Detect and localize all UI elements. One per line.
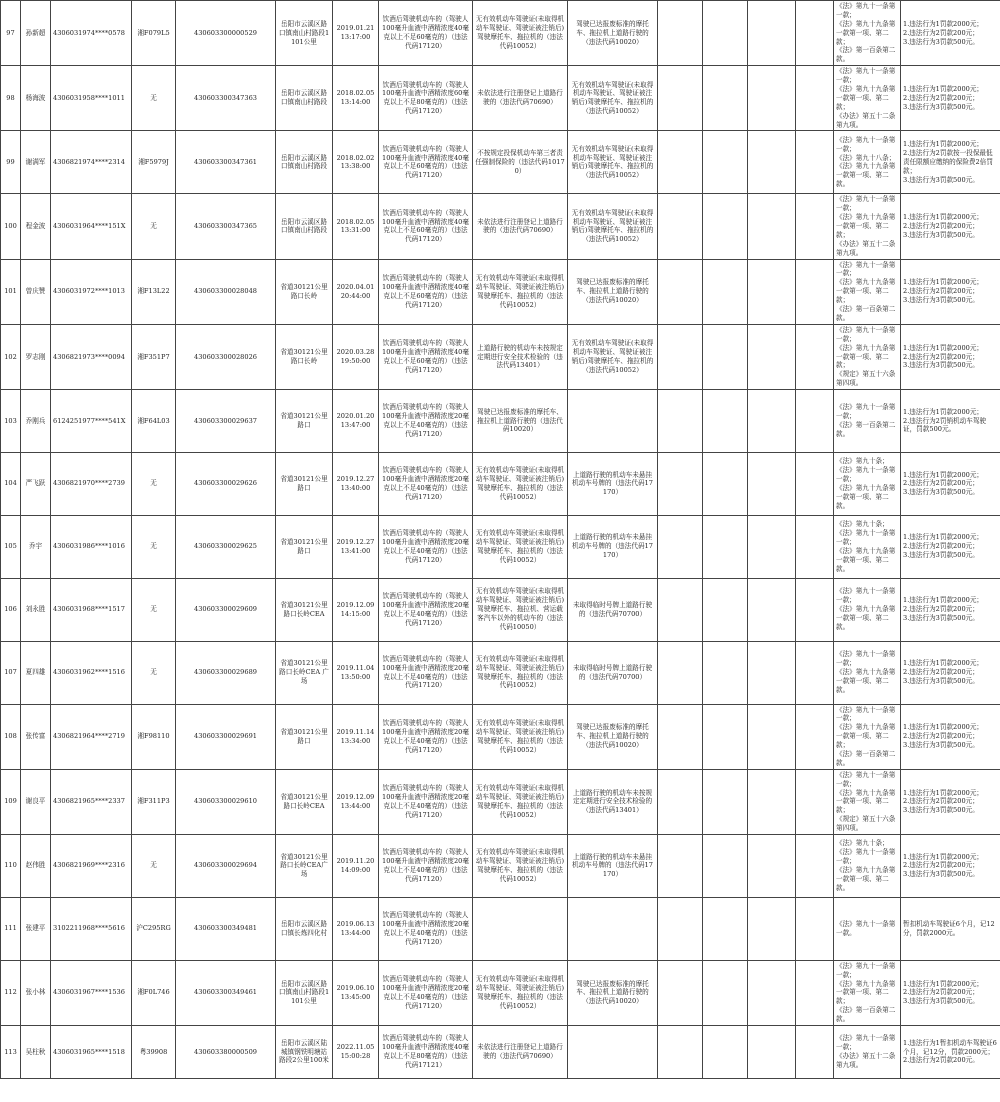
plate-number: 湘F5979J (132, 131, 176, 194)
violation-time: 2019.11.20 14:09:00 (333, 834, 379, 897)
location: 岳阳市云溪区路口镇长炼四化村 (276, 897, 333, 960)
blank-cell (796, 704, 834, 769)
violation-2: 无有效机动车驾驶证(未取得机动车驾驶证、驾驶证被注销后)驾驶摩托车、拖拉机、营运载客汽车以外的机动车的（违法代码10050） (473, 578, 568, 641)
plate-number: 湘F351P7 (132, 324, 176, 389)
violation-3 (568, 390, 658, 453)
document-number: 430603300028048 (176, 259, 276, 324)
id-number: 4306821970****2739 (51, 452, 132, 515)
id-number: 6124251977****541X (51, 390, 132, 453)
blank-cell (703, 578, 748, 641)
document-number: 430603300029689 (176, 641, 276, 704)
id-number: 4306821965****2337 (51, 769, 132, 834)
violation-1: 饮酒后驾驶机动车的（驾驶人100毫升血液中酒精浓度20毫克以上不足40毫克的）（违法代码17120） (379, 704, 473, 769)
person-name: 罗志刚 (21, 324, 51, 389)
row-number: 100 (1, 194, 21, 259)
blank-cell (748, 578, 796, 641)
legal-basis: 《法》第九十一条第一款； 《法》第九十九条第一款第一项、第二款； 《办法》第五十二条第九项。 (834, 194, 901, 259)
violation-time: 2020.03.28 19:50:00 (333, 324, 379, 389)
violation-1: 饮酒后驾驶机动车的（驾驶人100毫升血液中酒精浓度20毫克以上不足40毫克的）（违法代码17120） (379, 834, 473, 897)
blank-cell (748, 131, 796, 194)
table-row (1, 960, 1000, 1025)
violation-3: 未取得临时号牌上道路行驶的（违法代码70700） (568, 641, 658, 704)
violation-3: 驾驶已达报废标准的摩托车、拖拉机上道路行驶的（违法代码10020） (568, 1, 658, 66)
blank-cell (658, 641, 703, 704)
location: 岳阳市云溪区陆城镇钢铁明塘站路段2公里100米 (276, 1026, 333, 1079)
violation-time: 2019.01.21 13:17:00 (333, 1, 379, 66)
blank-cell (796, 259, 834, 324)
blank-cell (658, 578, 703, 641)
document-number: 430603300029637 (176, 390, 276, 453)
blank-cell (748, 452, 796, 515)
person-name: 程金波 (21, 194, 51, 259)
plate-number: 无 (132, 452, 176, 515)
violation-time: 2018.02.02 13:38:00 (333, 131, 379, 194)
person-name: 杨海波 (21, 66, 51, 131)
violation-time: 2019.12.09 13:44:00 (333, 769, 379, 834)
violation-1: 饮酒后驾驶机动车的（驾驶人100毫升血液中酒精浓度20毫克以上不足40毫克的）（违法代码17120） (379, 769, 473, 834)
blank-cell (748, 1026, 796, 1079)
plate-number: 湘F079L5 (132, 1, 176, 66)
violation-1: 饮酒后驾驶机动车的（驾驶人100毫升血液中酒精浓度20毫克以上不足40毫克的）（违法代码17120） (379, 515, 473, 578)
violation-1: 饮酒后驾驶机动车的（驾驶人100毫升血液中酒精浓度40毫克以上不足80毫克的）（违法代码17121） (379, 1026, 473, 1079)
table-row (1, 897, 1000, 960)
document-number: 430603380000509 (176, 1026, 276, 1079)
row-number: 112 (1, 960, 21, 1025)
row-number: 97 (1, 1, 21, 66)
location: 岳阳市云溪区路口镇南山村路段1101公里 (276, 1, 333, 66)
table-row (1, 194, 1000, 259)
blank-cell (748, 834, 796, 897)
blank-cell (703, 834, 748, 897)
plate-number: 湘F13L22 (132, 259, 176, 324)
document-number: 430603300000529 (176, 1, 276, 66)
location: 省道30121公里路口长岭 (276, 259, 333, 324)
id-number: 4306031964****151X (51, 194, 132, 259)
row-number: 109 (1, 769, 21, 834)
violation-2: 无有效机动车驾驶证(未取得机动车驾驶证、驾驶证被注销后)驾驶摩托车、拖拉机的（违法代码10052） (473, 641, 568, 704)
blank-cell (658, 704, 703, 769)
location: 省道30121公里路口长岭CEA 广场 (276, 641, 333, 704)
legal-basis: 《法》第九十条； 《法》第九十一条第一款； 《法》第九十九条第一款第一项、第二款。 (834, 515, 901, 578)
blank-cell (658, 324, 703, 389)
table-row (1, 1, 1000, 66)
violation-2: 无有效机动车驾驶证(未取得机动车驾驶证、驾驶证被注销后)驾驶摩托车、拖拉机的（违法代码10052） (473, 960, 568, 1025)
violation-2: 无有效机动车驾驶证(未取得机动车驾驶证、驾驶证被注销后)驾驶摩托车、拖拉机的（违法代码10052） (473, 515, 568, 578)
violation-time: 2022.11.05 15:00:28 (333, 1026, 379, 1079)
plate-number: 沪C295RG (132, 897, 176, 960)
violation-2: 上道路行驶的机动车未按规定定期进行安全技术检验的（违法代码13401） (473, 324, 568, 389)
row-number: 106 (1, 578, 21, 641)
plate-number: 无 (132, 641, 176, 704)
row-number: 113 (1, 1026, 21, 1079)
legal-basis: 《法》第九十一条第一款； 《法》第九十九条第一款第一项、第二款； 《规定》第五十六条第四项。 (834, 324, 901, 389)
document-number: 430603300029609 (176, 578, 276, 641)
violation-1: 饮酒后驾驶机动车的（驾驶人100毫升血液中酒精浓度60毫克以上不足80毫克的）（违法代码17120） (379, 66, 473, 131)
legal-basis: 《法》第九十条； 《法》第九十一条第一款； 《法》第九十九条第一款第一项、第二款。 (834, 452, 901, 515)
id-number: 4306031962****1516 (51, 641, 132, 704)
violation-time: 2019.12.27 13:41:00 (333, 515, 379, 578)
blank-cell (796, 324, 834, 389)
blank-cell (748, 324, 796, 389)
legal-basis: 《法》第九十一条第一款； 《法》第九十九条第一款第一项、第二款。 (834, 641, 901, 704)
blank-cell (703, 66, 748, 131)
location: 省道30121公里路口 (276, 515, 333, 578)
legal-basis: 《法》第九十一条第一款； 《法》第九十九条第一款第一项、第二款。 (834, 578, 901, 641)
blank-cell (748, 259, 796, 324)
document-number: 430603300347361 (176, 131, 276, 194)
blank-cell (748, 390, 796, 453)
violation-2: 不按规定投保机动车第三者责任强制保险的（违法代码10170） (473, 131, 568, 194)
blank-cell (796, 578, 834, 641)
blank-cell (658, 897, 703, 960)
id-number: 4306821969****2316 (51, 834, 132, 897)
violation-time: 2019.12.09 14:15:00 (333, 578, 379, 641)
table-row (1, 515, 1000, 578)
penalty: 1.违法行为1罚款2000元； 2.违法行为2罚款200元； 3.违法行为3罚款500元。 (901, 515, 1000, 578)
id-number: 4306821974****2314 (51, 131, 132, 194)
table-row (1, 641, 1000, 704)
violation-2: 无有效机动车驾驶证(未取得机动车驾驶证、驾驶证被注销后)驾驶摩托车、拖拉机的（违法代码10052） (473, 259, 568, 324)
violation-3: 未取得临时号牌上道路行驶的（违法代码70700） (568, 578, 658, 641)
blank-cell (796, 452, 834, 515)
legal-basis: 《法》第九十一条第一款； 《法》第九十九条第一款第一项、第二款； 《办法》第五十二条第九项。 (834, 66, 901, 131)
violation-1: 饮酒后驾驶机动车的（驾驶人100毫升血液中酒精浓度20毫克以上不足40毫克的）（违法代码17120） (379, 897, 473, 960)
table-row (1, 834, 1000, 897)
violation-3: 上道路行驶的机动车未悬挂机动车号牌的（违法代码17170） (568, 834, 658, 897)
blank-cell (658, 452, 703, 515)
blank-cell (748, 194, 796, 259)
document-number: 430603300029694 (176, 834, 276, 897)
blank-cell (748, 960, 796, 1025)
penalty: 1.违法行为1罚款2000元； 2.违法行为2罚款200元； 3.违法行为3罚款500元。 (901, 324, 1000, 389)
legal-basis: 《法》第九十一条第一款； 《法》第九十九条第一款第一项、第二款； 《法》第一百条第二款。 (834, 259, 901, 324)
table-row (1, 704, 1000, 769)
violation-1: 饮酒后驾驶机动车的（驾驶人100毫升血液中酒精浓度40毫克以上不足60毫克的）（违法代码17120） (379, 324, 473, 389)
blank-cell (748, 704, 796, 769)
person-name: 乔刚兵 (21, 390, 51, 453)
row-number: 102 (1, 324, 21, 389)
location: 岳阳市云溪区路口镇南山村路段 (276, 194, 333, 259)
id-number: 4306821964****2719 (51, 704, 132, 769)
row-number: 107 (1, 641, 21, 704)
legal-basis: 《法》第九十一条第一款； 《法》第九十九条第一款第一项、第二款； 《法》第一百条第二款。 (834, 704, 901, 769)
blank-cell (703, 641, 748, 704)
person-name: 张建平 (21, 897, 51, 960)
document-number: 430603300349461 (176, 960, 276, 1025)
violation-time: 2020.04.01 20:44:00 (333, 259, 379, 324)
penalty: 1.违法行为1罚款2000元； 2.违法行为2罚销机动车驾驶证，罚款500元。 (901, 390, 1000, 453)
penalty: 1.违法行为1罚款2000元； 2.违法行为2罚款200元； 3.违法行为3罚款500元。 (901, 194, 1000, 259)
violation-1: 饮酒后驾驶机动车的（驾驶人100毫升血液中酒精浓度20毫克以上不足40毫克的）（违法代码17120） (379, 390, 473, 453)
id-number: 4306031958****1011 (51, 66, 132, 131)
blank-cell (703, 259, 748, 324)
penalty: 1.违法行为1罚款2000元； 2.违法行为2罚款200元； 3.违法行为3罚款500元。 (901, 704, 1000, 769)
blank-cell (748, 897, 796, 960)
location: 省道30121公里路口长岭CEA (276, 769, 333, 834)
row-number: 111 (1, 897, 21, 960)
document-number: 430603300349481 (176, 897, 276, 960)
blank-cell (658, 1, 703, 66)
person-name: 谢满军 (21, 131, 51, 194)
row-number: 103 (1, 390, 21, 453)
row-number: 101 (1, 259, 21, 324)
blank-cell (796, 131, 834, 194)
violation-1: 饮酒后驾驶机动车的（驾驶人100毫升血液中酒精浓度20毫克以上不足40毫克的）（违法代码17120） (379, 452, 473, 515)
blank-cell (796, 194, 834, 259)
violation-2: 未依法进行注册登记上道路行驶的（违法代码70690） (473, 194, 568, 259)
table-row (1, 452, 1000, 515)
id-number: 4306821973****0094 (51, 324, 132, 389)
blank-cell (703, 1, 748, 66)
document-number: 430603300347365 (176, 194, 276, 259)
penalty: 1.违法行为1罚款2000元； 2.违法行为2罚款200元； 3.违法行为3罚款500元。 (901, 769, 1000, 834)
person-name: 谢良平 (21, 769, 51, 834)
violation-time: 2019.06.10 13:45:00 (333, 960, 379, 1025)
blank-cell (658, 960, 703, 1025)
table-row (1, 324, 1000, 389)
plate-number: 粤39908 (132, 1026, 176, 1079)
blank-cell (703, 131, 748, 194)
violation-3 (568, 897, 658, 960)
violation-time: 2018.02.05 13:31:00 (333, 194, 379, 259)
blank-cell (703, 515, 748, 578)
id-number: 3102211968****5616 (51, 897, 132, 960)
blank-cell (748, 66, 796, 131)
violation-2 (473, 897, 568, 960)
blank-cell (703, 769, 748, 834)
table-row (1, 66, 1000, 131)
legal-basis: 《法》第九十一条第一款； 《法》第九十九条第一款第一项、第二款； 《规定》第五十六条第四项。 (834, 769, 901, 834)
violation-1: 饮酒后驾驶机动车的（驾驶人100毫升血液中酒精浓度40毫克以上不足60毫克的）（违法代码17120） (379, 131, 473, 194)
blank-cell (703, 704, 748, 769)
location: 岳阳市云溪区路口镇南山村路段 (276, 66, 333, 131)
person-name: 张小林 (21, 960, 51, 1025)
id-number: 4306031967****1536 (51, 960, 132, 1025)
person-name: 曾庆赞 (21, 259, 51, 324)
document-number: 430603300029625 (176, 515, 276, 578)
penalty: 1.违法行为1罚款2000元； 2.违法行为2罚款200元； 3.违法行为3罚款500元。 (901, 834, 1000, 897)
violation-1: 饮酒后驾驶机动车的（驾驶人100毫升血液中酒精浓度20毫克以上不足40毫克的）（违法代码17120） (379, 960, 473, 1025)
violation-3: 上道路行驶的机动车未按规定定期进行安全技术检验的（违法代码13401） (568, 769, 658, 834)
violation-1: 饮酒后驾驶机动车的（驾驶人100毫升血液中酒精浓度40毫克以上不足60毫克的）（违法代码17120） (379, 1, 473, 66)
table-row (1, 390, 1000, 453)
violation-time: 2019.06.13 13:44:00 (333, 897, 379, 960)
person-name: 严飞跃 (21, 452, 51, 515)
table-row (1, 131, 1000, 194)
legal-basis: 《法》第九十一条第一款； 《法》第一百条第二款。 (834, 390, 901, 453)
blank-cell (703, 960, 748, 1025)
penalty: 暂扣机动车驾驶证6个月，记12分，罚款2000元。 (901, 897, 1000, 960)
violation-3 (568, 1026, 658, 1079)
violation-1: 饮酒后驾驶机动车的（驾驶人100毫升血液中酒精浓度20毫克以上不足40毫克的）（违法代码17120） (379, 578, 473, 641)
table-row (1, 1026, 1000, 1079)
legal-basis: 《法》第九十一条第一款； 《法》第九十九条第一款第一项、第二款； 《法》第一百条第二款。 (834, 1, 901, 66)
blank-cell (703, 1026, 748, 1079)
blank-cell (796, 390, 834, 453)
violation-3: 驾驶已达报废标准的摩托车、拖拉机上道路行驶的（违法代码10020） (568, 259, 658, 324)
blank-cell (658, 390, 703, 453)
plate-number: 湘F64L03 (132, 390, 176, 453)
penalty: 1.违法行为1罚款2000元； 2.违法行为2罚款按一投保最低责任限额应缴纳的保险费2倍罚款； 3.违法行为3罚款500元。 (901, 131, 1000, 194)
violation-3: 上道路行驶的机动车未悬挂机动车号牌的（违法代码17170） (568, 452, 658, 515)
violation-2: 无有效机动车驾驶证(未取得机动车驾驶证、驾驶证被注销后)驾驶摩托车、拖拉机的（违法代码10052） (473, 452, 568, 515)
violation-3: 无有效机动车驾驶证(未取得机动车驾驶证、驾驶证被注销后)驾驶摩托车、拖拉机的（违法代码10052） (568, 131, 658, 194)
table-row (1, 578, 1000, 641)
id-number: 4306031986****1016 (51, 515, 132, 578)
location: 省道30121公里路口长岭CEA广场 (276, 834, 333, 897)
row-number: 105 (1, 515, 21, 578)
document-number: 430603300028026 (176, 324, 276, 389)
blank-cell (796, 834, 834, 897)
blank-cell (658, 259, 703, 324)
row-number: 99 (1, 131, 21, 194)
location: 省道30121公里路口 (276, 704, 333, 769)
location: 省道30121公里路口长岭CEA (276, 578, 333, 641)
blank-cell (796, 66, 834, 131)
location: 岳阳市云溪区路口镇南山村路段 (276, 131, 333, 194)
legal-basis: 《法》第九十条； 《法》第九十一条第一款； 《法》第九十九条第一款第一项、第二款。 (834, 834, 901, 897)
location: 岳阳市云溪区路口镇南山村路段1101公里 (276, 960, 333, 1025)
location: 省道30121公里路口 (276, 452, 333, 515)
document-number: 430603300029610 (176, 769, 276, 834)
violation-time: 2019.11.04 13:50:00 (333, 641, 379, 704)
plate-number: 湘F0L746 (132, 960, 176, 1025)
document-number: 430603300029626 (176, 452, 276, 515)
person-name: 夏四雄 (21, 641, 51, 704)
plate-number: 无 (132, 515, 176, 578)
penalty: 1.违法行为1罚款2000元； 2.违法行为2罚款200元； 3.违法行为3罚款500元。 (901, 1, 1000, 66)
blank-cell (703, 390, 748, 453)
blank-cell (748, 1, 796, 66)
person-name: 刘永胜 (21, 578, 51, 641)
violation-2: 无有效机动车驾驶证(未取得机动车驾驶证、驾驶证被注销后)驾驶摩托车、拖拉机的（违法代码10052） (473, 704, 568, 769)
plate-number: 湘F98110 (132, 704, 176, 769)
blank-cell (748, 515, 796, 578)
id-number: 4306031968****1517 (51, 578, 132, 641)
violation-3: 无有效机动车驾驶证(未取得机动车驾驶证、驾驶证被注销后)驾驶摩托车、拖拉机的（违法代码10052） (568, 194, 658, 259)
location: 省道30121公里路口 (276, 390, 333, 453)
plate-number: 无 (132, 194, 176, 259)
person-name: 赵伟胜 (21, 834, 51, 897)
blank-cell (796, 960, 834, 1025)
violation-3: 驾驶已达报废标准的摩托车、拖拉机上道路行驶的（违法代码10020） (568, 704, 658, 769)
id-number: 4306031965****1518 (51, 1026, 132, 1079)
violation-3: 驾驶已达报废标准的摩托车、拖拉机上道路行驶的（违法代码10020） (568, 960, 658, 1025)
blank-cell (658, 194, 703, 259)
blank-cell (796, 769, 834, 834)
violation-2: 驾驶已达报废标准的摩托车、拖拉机上道路行驶的（违法代码10020） (473, 390, 568, 453)
id-number: 4306031972****1013 (51, 259, 132, 324)
blank-cell (703, 324, 748, 389)
penalty: 1.违法行为1罚款2000元； 2.违法行为2罚款200元； 3.违法行为3罚款500元。 (901, 259, 1000, 324)
blank-cell (703, 452, 748, 515)
penalty: 1.违法行为1罚款2000元； 2.违法行为2罚款200元； 3.违法行为3罚款500元。 (901, 960, 1000, 1025)
blank-cell (796, 515, 834, 578)
penalty: 1.违法行为1罚款2000元； 2.违法行为2罚款200元； 3.违法行为3罚款500元。 (901, 578, 1000, 641)
table-row (1, 769, 1000, 834)
blank-cell (703, 194, 748, 259)
person-name: 孙新超 (21, 1, 51, 66)
blank-cell (796, 897, 834, 960)
row-number: 98 (1, 66, 21, 131)
row-number: 104 (1, 452, 21, 515)
legal-basis: 《法》第九十一条第一款； 《法》第九十九条第一款第一项、第二款； 《法》第一百条第二款。 (834, 960, 901, 1025)
blank-cell (796, 641, 834, 704)
plate-number: 无 (132, 834, 176, 897)
legal-basis: 《法》第九十一条第一款； 《法》第九十八条； 《法》第九十九条第一款第一项、第二款。 (834, 131, 901, 194)
violation-1: 饮酒后驾驶机动车的（驾驶人100毫升血液中酒精浓度40毫克以上不足60毫克的）（违法代码17120） (379, 259, 473, 324)
blank-cell (748, 769, 796, 834)
blank-cell (658, 834, 703, 897)
document-number: 430603300029691 (176, 704, 276, 769)
penalty: 1.违法行为1暂扣机动车驾驶证6个月，记12分，罚款2000元； 2.违法行为2罚款200元。 (901, 1026, 1000, 1079)
person-name: 吴柱秋 (21, 1026, 51, 1079)
row-number: 108 (1, 704, 21, 769)
location: 省道30121公里路口长岭 (276, 324, 333, 389)
plate-number: 无 (132, 578, 176, 641)
table-row (1, 259, 1000, 324)
blank-cell (658, 1026, 703, 1079)
violation-2: 未依法进行注册登记上道路行驶的（违法代码70690） (473, 66, 568, 131)
violation-time: 2019.11.14 13:34:00 (333, 704, 379, 769)
violation-3: 上道路行驶的机动车未悬挂机动车号牌的（违法代码17170） (568, 515, 658, 578)
violation-3: 无有效机动车驾驶证(未取得机动车驾驶证、驾驶证被注销后)驾驶摩托车、拖拉机的（违法代码10052） (568, 324, 658, 389)
legal-basis: 《法》第九十一条第一款。 (834, 897, 901, 960)
blank-cell (796, 1, 834, 66)
blank-cell (748, 641, 796, 704)
violation-time: 2019.12.27 13:40:00 (333, 452, 379, 515)
id-number: 4306031974****0578 (51, 1, 132, 66)
blank-cell (796, 1026, 834, 1079)
legal-basis: 《法》第九十一条第一款； 《办法》第五十二条第九项。 (834, 1026, 901, 1079)
penalty: 1.违法行为1罚款2000元； 2.违法行为2罚款200元； 3.违法行为3罚款500元。 (901, 452, 1000, 515)
violation-1: 饮酒后驾驶机动车的（驾驶人100毫升血液中酒精浓度40毫克以上不足60毫克的）（违法代码17120） (379, 194, 473, 259)
blank-cell (658, 769, 703, 834)
blank-cell (658, 131, 703, 194)
plate-number: 湘F311P3 (132, 769, 176, 834)
violation-time: 2020.01.20 13:47:00 (333, 390, 379, 453)
person-name: 乔宇 (21, 515, 51, 578)
person-name: 张传富 (21, 704, 51, 769)
violation-2: 未依法进行注册登记上道路行驶的（违法代码70690） (473, 1026, 568, 1079)
plate-number: 无 (132, 66, 176, 131)
document-number: 430603300347363 (176, 66, 276, 131)
violation-time: 2018.02.05 13:14:00 (333, 66, 379, 131)
blank-cell (658, 66, 703, 131)
violation-2: 无有效机动车驾驶证(未取得机动车驾驶证、驾驶证被注销后)驾驶摩托车、拖拉机的（违法代码10052） (473, 1, 568, 66)
violation-1: 饮酒后驾驶机动车的（驾驶人100毫升血液中酒精浓度20毫克以上不足40毫克的）（违法代码17120） (379, 641, 473, 704)
violation-2: 无有效机动车驾驶证(未取得机动车驾驶证、驾驶证被注销后)驾驶摩托车、拖拉机的（违法代码10052） (473, 769, 568, 834)
violation-2: 无有效机动车驾驶证(未取得机动车驾驶证、驾驶证被注销后)驾驶摩托车、拖拉机的（违法代码10052） (473, 834, 568, 897)
blank-cell (658, 515, 703, 578)
violation-3: 无有效机动车驾驶证(未取得机动车驾驶证、驾驶证被注销后)驾驶摩托车、拖拉机的（违法代码10052） (568, 66, 658, 131)
penalty: 1.违法行为1罚款2000元； 2.违法行为2罚款200元； 3.违法行为3罚款500元。 (901, 66, 1000, 131)
blank-cell (703, 897, 748, 960)
row-number: 110 (1, 834, 21, 897)
penalty: 1.违法行为1罚款2000元； 2.违法行为2罚款200元； 3.违法行为3罚款500元。 (901, 641, 1000, 704)
